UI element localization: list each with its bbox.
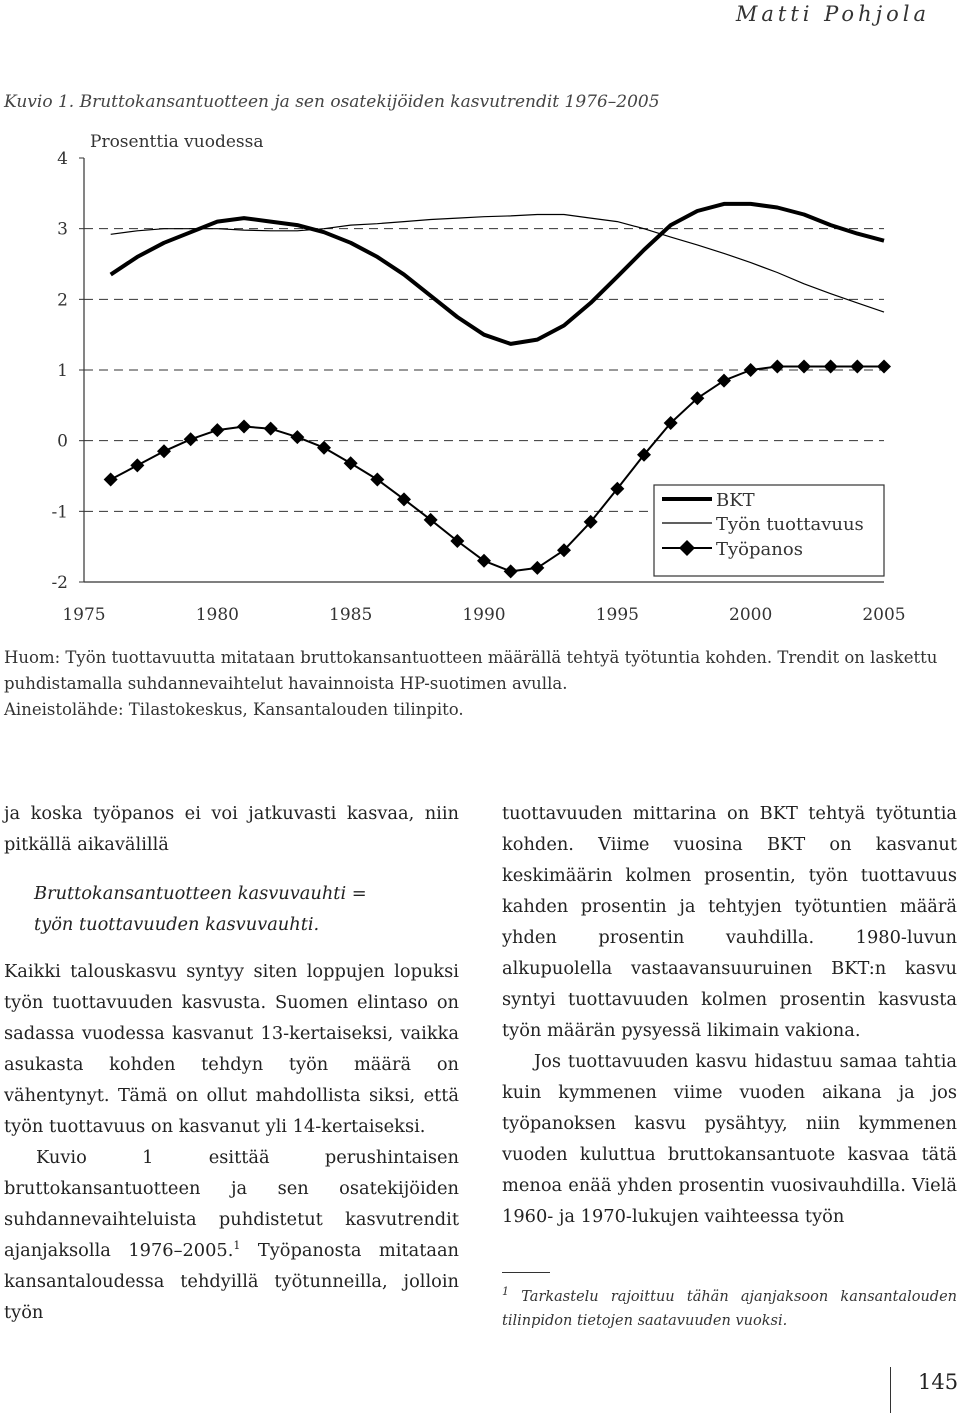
y-tick-label: 0: [57, 431, 68, 452]
legend-label-bkt: BKT: [716, 490, 755, 511]
note-source: Aineistolähde: Tilastokeskus, Kansantalouden tilinpito.: [4, 700, 464, 719]
data-point-marker: [824, 359, 838, 373]
y-tick-label: 3: [57, 219, 68, 240]
y-tick-label: -1: [51, 502, 68, 523]
figure-caption: Kuvio 1. Bruttokansantuotteen ja sen osatekijöiden kasvutrendit 1976–2005: [4, 92, 660, 112]
legend-label-tyopanos: Työpanos: [716, 539, 803, 560]
x-tick-label: 1995: [595, 605, 639, 625]
y-tick-label: -2: [51, 573, 68, 593]
data-point-marker: [744, 363, 758, 377]
paragraph-text: Kuvio 1 esittää perushintaisen bruttokansantuotteen ja sen osatekijöiden suhdannevaihteluista puhdistetut kasvutrendit ajanjaksolla 1976–2005.: [4, 1147, 459, 1261]
body-column-right: [502, 798, 957, 1333]
data-point-marker: [210, 423, 224, 437]
data-point-marker: [104, 473, 118, 487]
series-line-bkt: [111, 204, 884, 344]
footnote-reference: 1: [233, 1239, 241, 1253]
footnote-text: Tarkastelu rajoittuu tähän ajanjaksoon kansantalouden tilinpidon tietojen saatavuuden vuoksi.: [502, 1289, 958, 1329]
paragraph: [4, 1142, 459, 1328]
figure-note: [4, 645, 954, 723]
data-point-marker: [264, 422, 278, 436]
legend-label-tyon-tuottavuus: Työn tuottavuus: [716, 514, 864, 535]
x-tick-label: 2005: [862, 605, 906, 625]
data-point-marker: [130, 458, 144, 472]
data-point-marker: [237, 420, 251, 434]
data-point-marker: [717, 374, 731, 388]
formula-line: Bruttokansantuotteen kasvuvauhti =: [34, 883, 367, 904]
x-tick-label: 1975: [62, 605, 106, 625]
data-point-marker: [850, 359, 864, 373]
data-point-marker: [477, 554, 491, 568]
data-point-marker: [317, 441, 331, 455]
note-text: Huom: Työn tuottavuutta mitataan bruttokansantuotteen määrällä tehtyä työtuntia kohden. Trendit on laskettu puhdistamalla suhdannevaihtelut havainnoista HP-suotimen avulla.: [4, 648, 938, 693]
data-point-marker: [184, 432, 198, 446]
data-point-marker: [770, 359, 784, 373]
running-header: Matti Pohjola: [735, 2, 930, 26]
growth-trends-chart: [0, 125, 960, 640]
x-tick-label: 1985: [329, 605, 373, 625]
y-tick-label: 4: [57, 149, 68, 169]
paragraph: tuottavuuden mittarina on BKT tehtyä työtuntia kohden. Viime vuosina BKT on kasvanut keskimäärin kolmen prosentin, työn tuottavuus kahden prosentin ja tehtyjen työtuntien määrä yhden prosentin vauhdilla. 1980-luvun alkupuolella vastaavansuuruinen BKT:n kasvu syntyi tuottavuuden kolmen prosentin kasvusta työn määrän pysyessä likimain vakiona.: [502, 803, 957, 1041]
page-number: 145: [918, 1370, 959, 1394]
data-point-marker: [370, 473, 384, 487]
x-tick-label: 2000: [729, 605, 773, 625]
formula: [34, 878, 459, 940]
footnote-divider: [502, 1272, 550, 1273]
footnote: [502, 1285, 957, 1333]
y-axis-label: Prosenttia vuodessa: [90, 132, 264, 152]
data-point-marker: [797, 359, 811, 373]
y-tick-label: 1: [57, 361, 68, 381]
page-number-rule: [890, 1367, 891, 1413]
formula-line: työn tuottavuuden kasvuvauhti.: [34, 914, 320, 935]
paragraph-text: Työpanosta mitataan kansantaloudessa tehdyillä työtunneilla, jolloin työn: [4, 1240, 459, 1323]
x-tick-label: 1980: [195, 605, 239, 625]
data-point-marker: [290, 430, 304, 444]
body-column-left: [4, 798, 459, 1328]
footnote-mark: 1: [502, 1285, 509, 1299]
paragraph: Kaikki talouskasvu syntyy siten loppujen lopuksi työn tuottavuuden kasvusta. Suomen elintaso on sadassa vuodessa kasvanut 13-kertaiseksi, vaikka asukasta kohden tehdyn työn määrä on vähentynyt. Tämä on ollut mahdollista siksi, että työn tuottavuus on kasvanut yli 14-kertaiseksi.: [4, 961, 459, 1137]
x-tick-label: 1990: [462, 605, 506, 625]
data-point-marker: [877, 359, 891, 373]
chart-legend: [654, 485, 884, 576]
data-point-marker: [504, 564, 518, 578]
chart-grid: [84, 229, 884, 512]
data-point-marker: [157, 444, 171, 458]
data-point-marker: [344, 456, 358, 470]
data-point-marker: [530, 561, 544, 575]
paragraph: ja koska työpanos ei voi jatkuvasti kasvaa, niin pitkällä aikavälillä: [4, 803, 459, 855]
y-tick-label: 2: [57, 290, 68, 311]
paragraph: Jos tuottavuuden kasvu hidastuu samaa tahtia kuin kymmenen viime vuoden aikana ja jos työpanoksen kasvu pysähtyy, niin kymmenen vuoden kuluttua bruttokansantuote kasvaa tätä menoa enää yhden prosentin vuosivauhdilla. Vielä 1960- ja 1970-lukujen vaihteessa työn: [502, 1051, 957, 1227]
